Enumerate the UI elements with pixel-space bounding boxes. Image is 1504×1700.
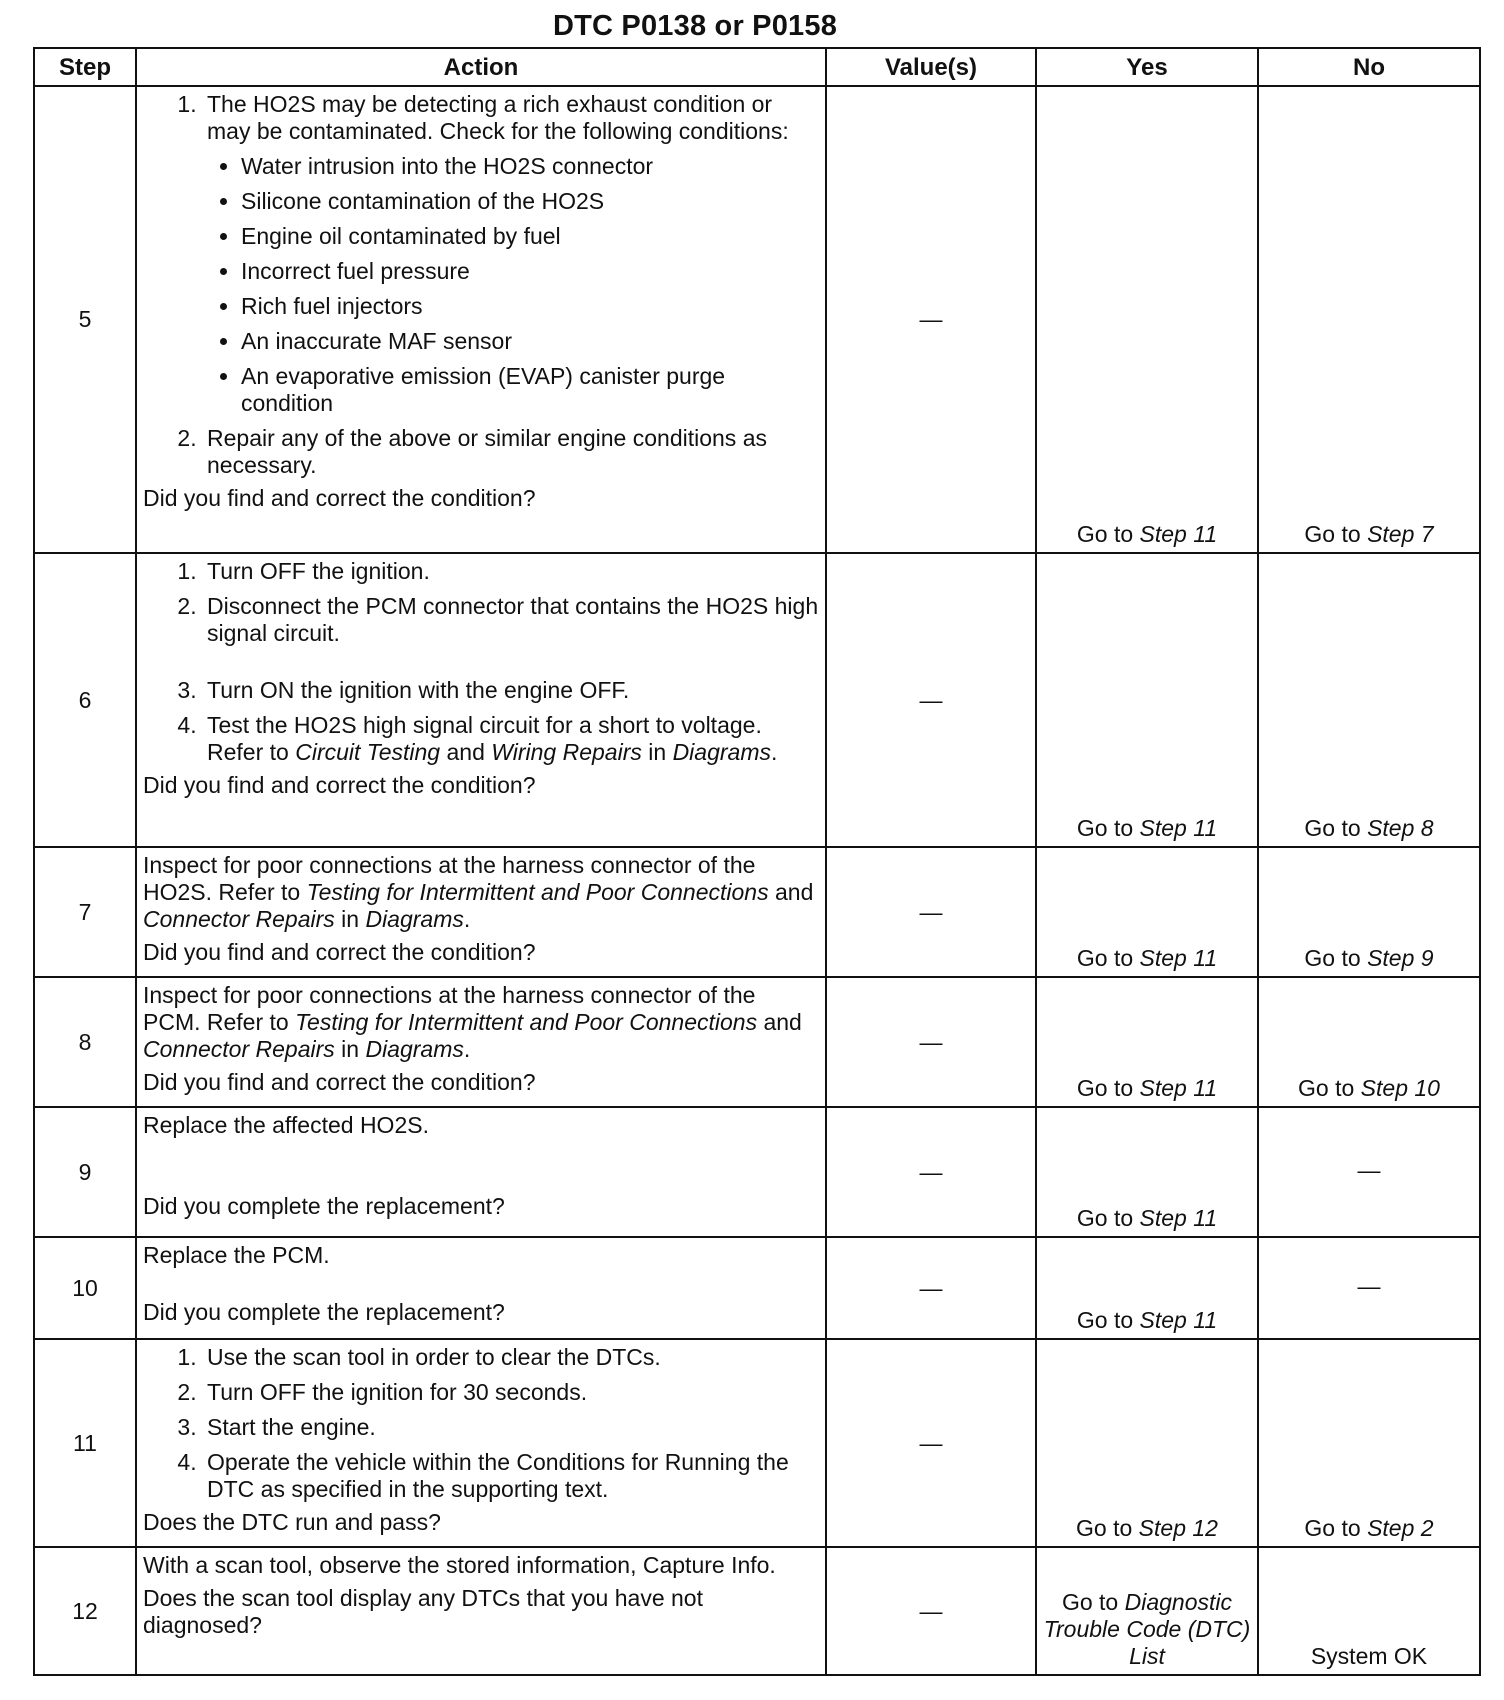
action-step-text: and — [446, 739, 485, 765]
punctuation: . — [770, 739, 778, 765]
yes-cell — [1036, 86, 1258, 553]
action-cell — [136, 1237, 826, 1339]
reference-link[interactable]: Wiring Repairs — [491, 739, 642, 765]
action-text-part: and — [763, 1009, 802, 1035]
yes-cell — [1036, 847, 1258, 977]
header-values: Value(s) — [826, 48, 1036, 86]
table-row — [34, 1547, 1480, 1675]
action-text — [143, 982, 819, 1063]
reference-link[interactable]: Diagrams — [365, 1036, 464, 1062]
header-yes: Yes — [1036, 48, 1258, 86]
action-steps — [143, 1344, 819, 1503]
condition-item: • Silicone contamination of the HO2S — [241, 188, 819, 215]
action-step: 2. Repair any of the above or similar engine conditions as necessary. — [203, 425, 819, 479]
action-text-part: and — [774, 879, 814, 905]
header-no: No — [1258, 48, 1480, 86]
value-cell: — — [826, 847, 1036, 977]
reference-link[interactable]: Testing for Intermittent and Poor Connections — [306, 879, 769, 905]
yes-step-link[interactable]: Step 12 — [1138, 1515, 1218, 1541]
no-cell: System OK — [1258, 1547, 1480, 1675]
punctuation: . — [463, 1036, 471, 1062]
action-step: 2. Disconnect the PCM connector that contains the HO2S high signal circuit. — [203, 593, 819, 647]
table-row — [34, 1107, 1480, 1237]
table-row — [34, 1237, 1480, 1339]
yes-cell — [1036, 553, 1258, 847]
action-cell — [136, 977, 826, 1107]
no-cell — [1258, 553, 1480, 847]
go-to-label: Go to — [1304, 945, 1361, 971]
step-number: 7 — [34, 847, 136, 977]
yes-step-link[interactable]: Step 11 — [1139, 521, 1218, 547]
no-step-link[interactable]: Step 9 — [1367, 945, 1434, 971]
action-text: Replace the PCM. — [143, 1242, 330, 1268]
condition-item: • Engine oil contaminated by fuel — [241, 223, 819, 250]
no-cell — [1258, 86, 1480, 553]
action-question: Did you find and correct the condition? — [143, 939, 536, 965]
go-to-label: Go to — [1304, 815, 1361, 841]
step-number: 11 — [34, 1339, 136, 1547]
no-step-link[interactable]: Step 7 — [1367, 521, 1434, 547]
reference-link[interactable]: Connector Repairs — [143, 1036, 335, 1062]
table-row — [34, 847, 1480, 977]
yes-step-link[interactable]: Step 11 — [1139, 945, 1218, 971]
dtc-list-link[interactable]: Diagnostic Trouble Code (DTC) List — [1043, 1589, 1251, 1669]
yes-cell — [1036, 977, 1258, 1107]
reference-link[interactable]: Connector Repairs — [143, 906, 335, 932]
no-cell: — — [1258, 1237, 1480, 1339]
step-number: 8 — [34, 977, 136, 1107]
action-step-text: in — [648, 739, 667, 765]
step-number: 5 — [34, 86, 136, 553]
table-row — [34, 553, 1480, 847]
action-text: With a scan tool, observe the stored information, Capture Info. — [143, 1552, 776, 1578]
condition-item: • An inaccurate MAF sensor — [241, 328, 819, 355]
action-step — [203, 91, 819, 417]
reference-link[interactable]: Testing for Intermittent and Poor Connections — [295, 1009, 758, 1035]
yes-step-link[interactable]: Step 11 — [1139, 1307, 1218, 1333]
no-cell — [1258, 977, 1480, 1107]
action-question: Did you complete the replacement? — [143, 1299, 505, 1325]
go-to-label: Go to — [1076, 945, 1134, 971]
table-header-row — [34, 48, 1480, 86]
action-cell — [136, 1339, 826, 1547]
action-step: 1. Use the scan tool in order to clear the DTCs. — [203, 1344, 819, 1371]
action-text: Replace the affected HO2S. — [143, 1112, 429, 1138]
step-number: 12 — [34, 1547, 136, 1675]
value-cell: — — [826, 1107, 1036, 1237]
table-row — [34, 1339, 1480, 1547]
action-text-part: in — [341, 1036, 360, 1062]
punctuation: . — [463, 906, 471, 932]
step-number: 10 — [34, 1237, 136, 1339]
table-row — [34, 977, 1480, 1107]
go-to-label: Go to — [1076, 815, 1134, 841]
action-text-part: in — [341, 906, 360, 932]
condition-item: • Rich fuel injectors — [241, 293, 819, 320]
action-cell — [136, 553, 826, 847]
action-step: 3. Start the engine. — [203, 1414, 819, 1441]
no-step-link[interactable]: Step 8 — [1367, 815, 1434, 841]
page-title: DTC P0138 or P0158 — [552, 10, 838, 42]
value-cell: — — [826, 977, 1036, 1107]
action-question: Did you find and correct the condition? — [143, 772, 536, 798]
action-cell — [136, 1547, 826, 1675]
no-cell — [1258, 847, 1480, 977]
go-to-label: Go to — [1061, 1589, 1119, 1615]
condition-list — [207, 153, 819, 417]
action-text-part: Inspect for poor connections at the harness connector of the HO2S. Refer to — [143, 852, 756, 905]
action-step-text: Test the HO2S high signal circuit for a short to voltage. Refer to — [207, 712, 762, 765]
go-to-label: Go to — [1304, 521, 1361, 547]
step-number: 9 — [34, 1107, 136, 1237]
table-row — [34, 86, 1480, 553]
header-action: Action — [136, 48, 826, 86]
diagnostic-table — [33, 47, 1481, 1676]
go-to-label: Go to — [1304, 1515, 1361, 1541]
action-text-part: Inspect for poor connections at the harness connector of the PCM. Refer to — [143, 982, 756, 1035]
header-step: Step — [34, 48, 136, 86]
action-question: Did you complete the replacement? — [143, 1193, 505, 1219]
value-cell: — — [826, 1237, 1036, 1339]
action-step: 2. Turn OFF the ignition for 30 seconds. — [203, 1379, 819, 1406]
go-to-label: Go to — [1076, 1515, 1133, 1541]
go-to-label: Go to — [1076, 1205, 1134, 1231]
action-step: 1. Turn OFF the ignition. — [203, 558, 819, 585]
yes-step-link[interactable]: Step 11 — [1139, 1075, 1218, 1101]
action-question: Does the DTC run and pass? — [143, 1509, 441, 1535]
action-step — [203, 712, 819, 766]
go-to-label: Go to — [1076, 521, 1134, 547]
no-cell — [1258, 1339, 1480, 1547]
reference-link[interactable]: Diagrams — [365, 906, 464, 932]
action-steps — [143, 558, 819, 766]
reference-link[interactable]: Circuit Testing — [295, 739, 441, 765]
no-step-link[interactable]: Step 2 — [1367, 1515, 1434, 1541]
action-step: 3. Turn ON the ignition with the engine OFF. — [203, 677, 819, 704]
yes-cell — [1036, 1339, 1258, 1547]
go-to-label: Go to — [1298, 1075, 1355, 1101]
no-cell: — — [1258, 1107, 1480, 1237]
go-to-label: Go to — [1076, 1307, 1134, 1333]
condition-item: • Water intrusion into the HO2S connector — [241, 153, 819, 180]
value-cell: — — [826, 86, 1036, 553]
yes-cell — [1036, 1237, 1258, 1339]
action-question: Does the scan tool display any DTCs that you have not diagnosed? — [143, 1585, 703, 1638]
action-question: Did you find and correct the condition? — [143, 1069, 536, 1095]
condition-item: • An evaporative emission (EVAP) canister purge condition — [241, 363, 819, 417]
no-step-link[interactable]: Step 10 — [1360, 1075, 1440, 1101]
action-cell — [136, 847, 826, 977]
action-steps — [143, 91, 819, 479]
action-step-text: The HO2S may be detecting a rich exhaust condition or may be contaminated. Check for the following conditions: — [207, 91, 789, 144]
action-step: 4. Operate the vehicle within the Conditions for Running the DTC as specified in the supporting text. — [203, 1449, 819, 1503]
value-cell: — — [826, 1339, 1036, 1547]
action-text — [143, 852, 819, 933]
yes-step-link[interactable]: Step 11 — [1139, 1205, 1218, 1231]
value-cell: — — [826, 1547, 1036, 1675]
action-cell — [136, 1107, 826, 1237]
value-cell: — — [826, 553, 1036, 847]
action-question: Did you find and correct the condition? — [143, 485, 536, 511]
yes-cell — [1036, 1107, 1258, 1237]
reference-link[interactable]: Diagrams — [672, 739, 771, 765]
step-number: 6 — [34, 553, 136, 847]
yes-cell — [1036, 1547, 1258, 1675]
action-cell — [136, 86, 826, 553]
condition-item: • Incorrect fuel pressure — [241, 258, 819, 285]
go-to-label: Go to — [1076, 1075, 1134, 1101]
yes-step-link[interactable]: Step 11 — [1139, 815, 1218, 841]
